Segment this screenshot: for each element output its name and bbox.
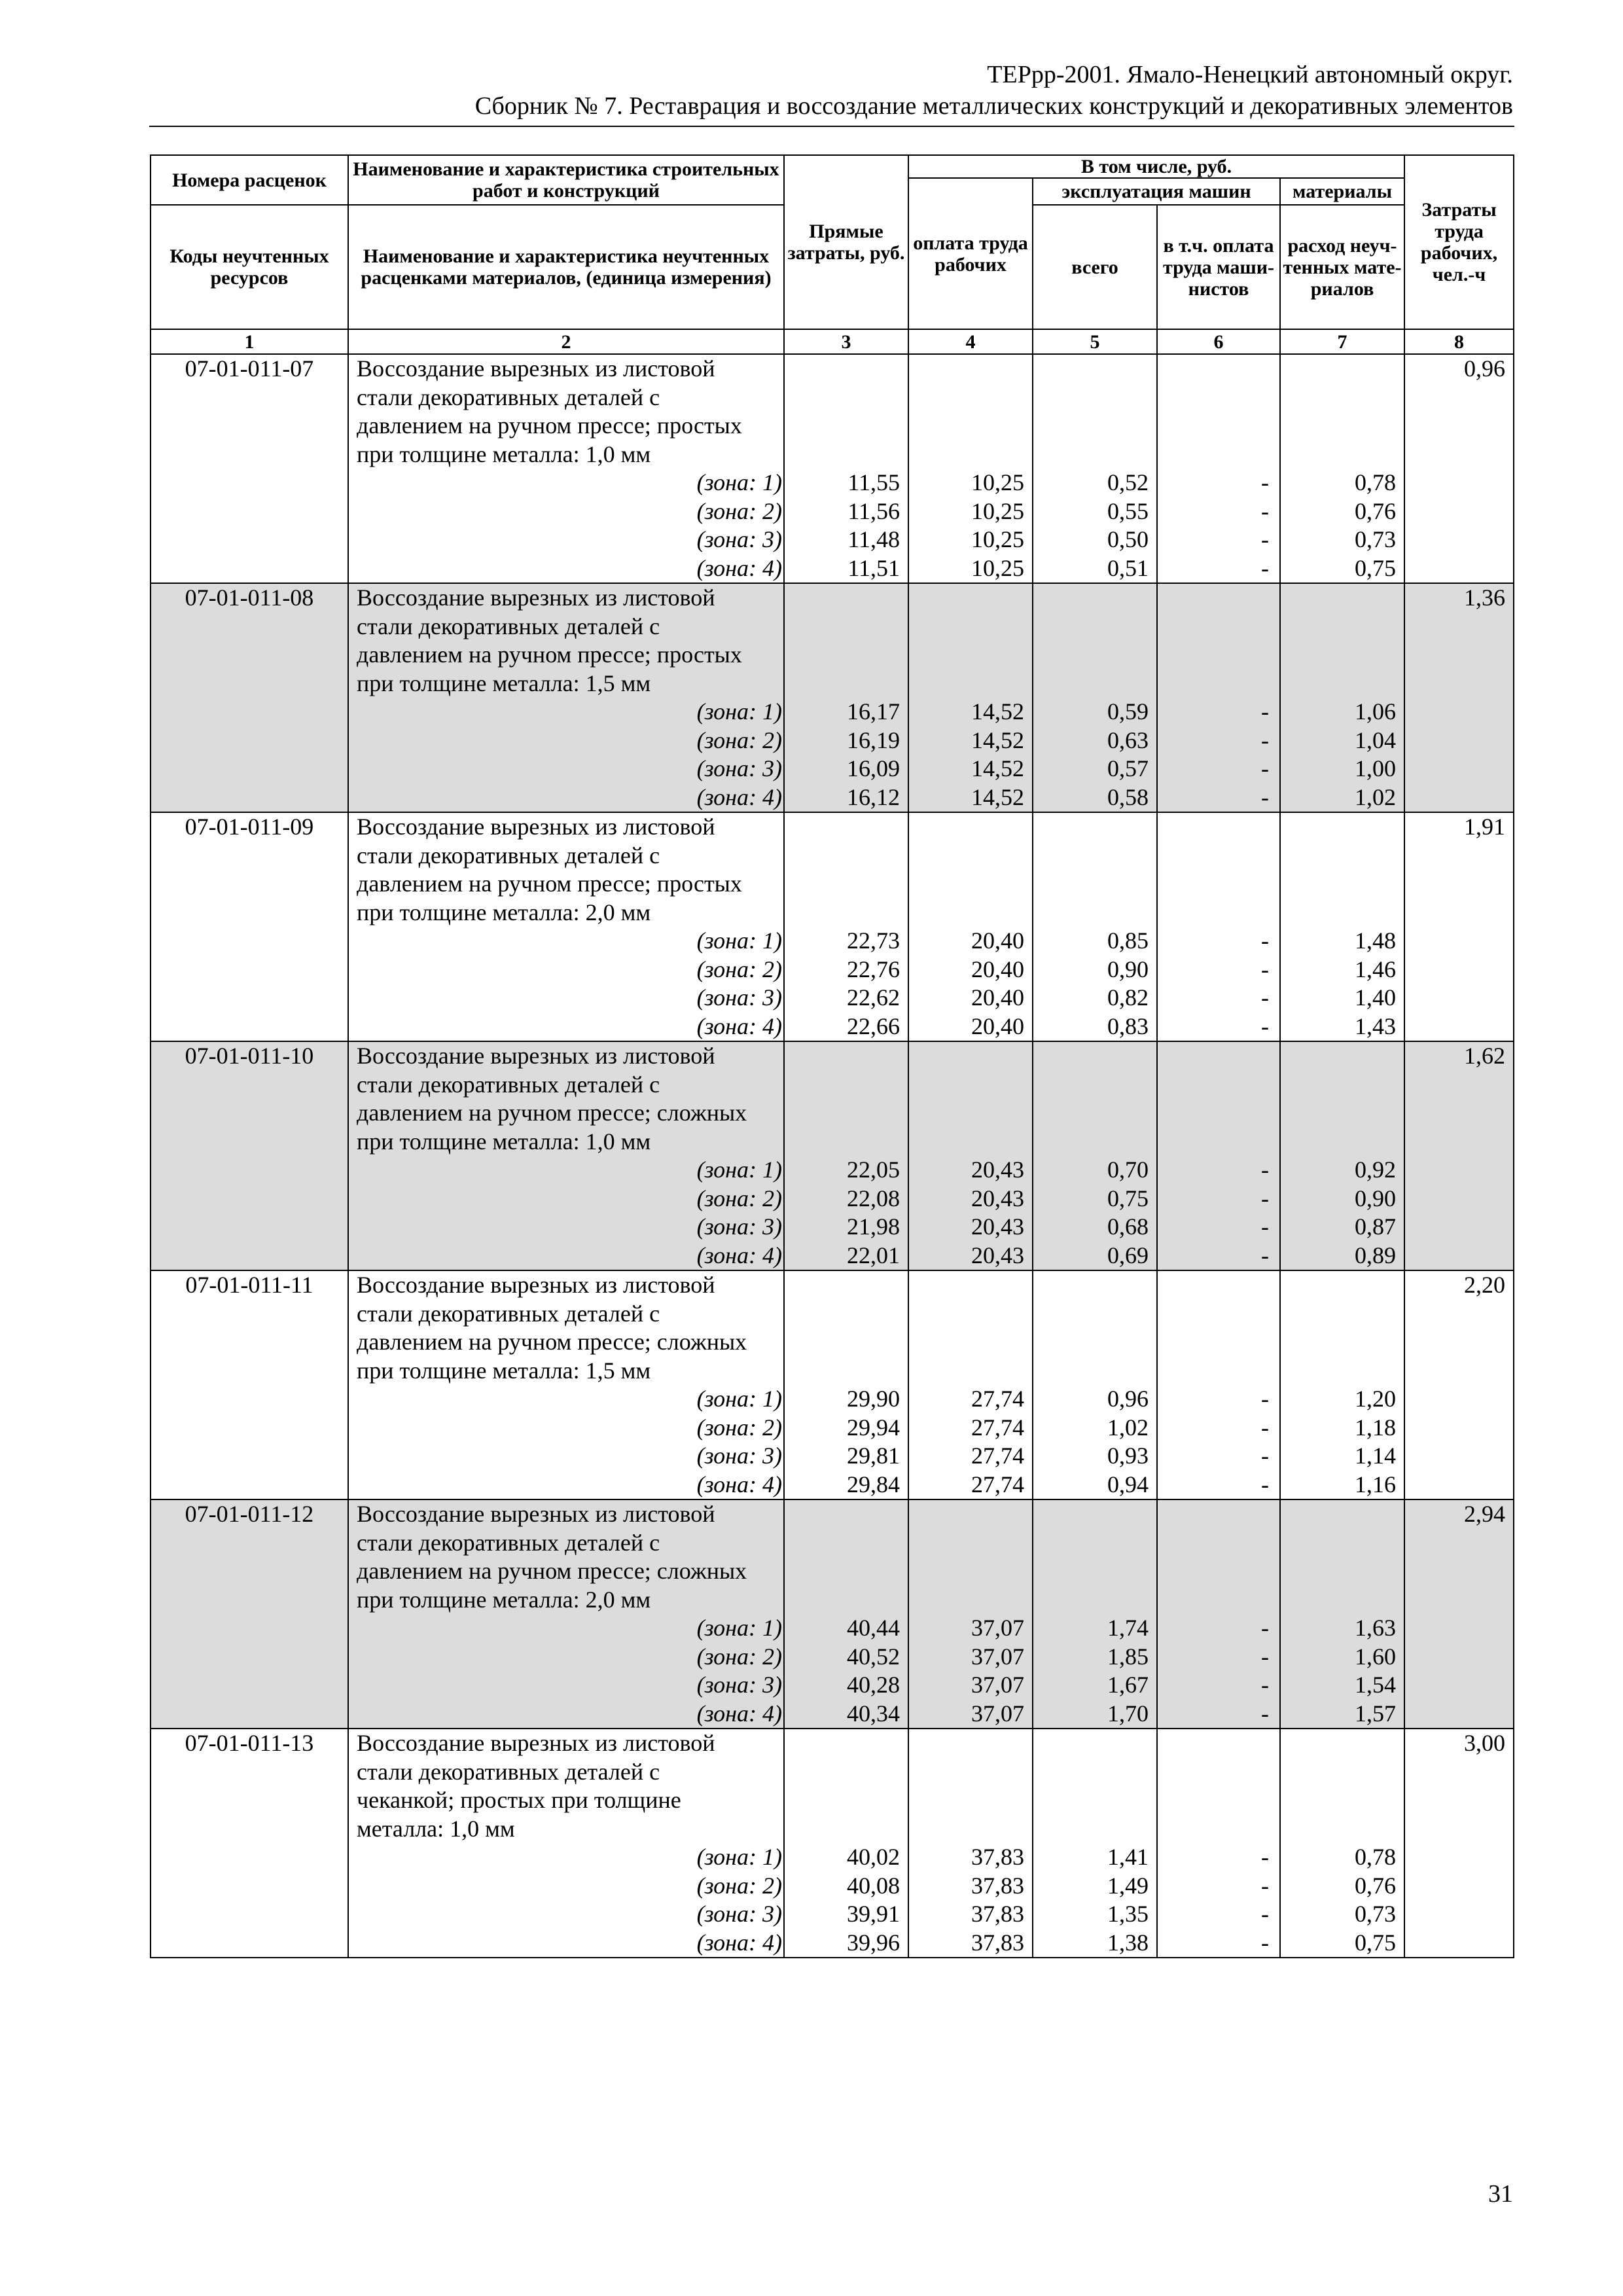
zone-label: (зона: 1) — [696, 1386, 782, 1412]
work-description-line: Воссоздание вырезных из листовой — [357, 1272, 715, 1298]
materials-value: 1,02 — [1355, 783, 1397, 810]
machines-value: 0,94 — [1107, 1471, 1149, 1498]
machines-value: 1,38 — [1107, 1929, 1149, 1956]
wage-value: 10,25 — [971, 554, 1024, 581]
rate-code: 07-01-011-08 — [185, 584, 314, 611]
operator-wage-value: - — [1261, 783, 1269, 810]
materials-value: 1,48 — [1355, 927, 1397, 954]
wage-value: 14,52 — [971, 726, 1024, 753]
page-header — [149, 59, 1513, 122]
machines-value: 0,83 — [1107, 1013, 1149, 1039]
materials-value: 0,89 — [1355, 1242, 1397, 1268]
zone-label: (зона: 1) — [696, 1157, 782, 1183]
materials-value: 0,78 — [1355, 1844, 1397, 1870]
operator-wage-value: - — [1261, 1386, 1269, 1412]
header-rule — [149, 126, 1514, 127]
column-number: 2 — [348, 329, 784, 354]
zone-label: (зона: 3) — [696, 1901, 782, 1927]
materials-value: 1,43 — [1355, 1013, 1397, 1039]
wage-value: 20,40 — [971, 956, 1024, 982]
work-description-line: давлением на ручном прессе; простых — [357, 870, 742, 897]
work-description-line: стали декоративных деталей с — [357, 1071, 660, 1098]
header-material-name: Наименование и характеристика неучтенных расценками материалов, (единица измерения) — [348, 205, 784, 329]
wage-value: 20,43 — [971, 1157, 1024, 1183]
direct-cost-value: 21,98 — [847, 1213, 900, 1240]
labor-cost-value: 0,96 — [1464, 355, 1506, 382]
work-description-line: стали декоративных деталей с — [357, 1300, 660, 1327]
column-number: 3 — [784, 329, 908, 354]
work-description-line: давлением на ручном прессе; простых — [357, 412, 742, 439]
operator-wage-value: - — [1261, 1615, 1269, 1641]
header-materials: материалы — [1280, 178, 1404, 205]
wage-value: 37,83 — [971, 1901, 1024, 1927]
work-description-line: Воссоздание вырезных из листовой — [357, 1043, 715, 1069]
direct-cost-value: 29,94 — [847, 1414, 900, 1441]
zone-label: (зона: 3) — [696, 1213, 782, 1240]
direct-cost-value: 16,12 — [847, 783, 900, 810]
operator-wage-value: - — [1261, 726, 1269, 753]
rate-code: 07-01-011-11 — [185, 1272, 313, 1298]
machines-value: 0,68 — [1107, 1213, 1149, 1240]
materials-value: 0,76 — [1355, 497, 1397, 524]
work-description-line: давлением на ручном прессе; сложных — [357, 1329, 747, 1355]
machines-value: 0,51 — [1107, 554, 1149, 581]
wage-value: 27,74 — [971, 1386, 1024, 1412]
direct-cost-value: 22,01 — [847, 1242, 900, 1268]
operator-wage-value: - — [1261, 1872, 1269, 1899]
direct-cost-value: 11,51 — [847, 554, 900, 581]
labor-cost-value: 2,20 — [1464, 1272, 1506, 1298]
materials-value: 0,73 — [1355, 526, 1397, 552]
operator-wage-value: - — [1261, 469, 1269, 495]
wage-value: 37,07 — [971, 1643, 1024, 1670]
work-description-line: давлением на ручном прессе; простых — [357, 641, 742, 668]
operator-wage-value: - — [1261, 1443, 1269, 1469]
wage-value: 20,40 — [971, 927, 1024, 954]
materials-value: 0,75 — [1355, 554, 1397, 581]
machines-value: 1,74 — [1107, 1615, 1149, 1641]
column-number: 6 — [1157, 329, 1280, 354]
direct-cost-value: 39,91 — [847, 1901, 900, 1927]
zone-label: (зона: 1) — [696, 927, 782, 954]
work-description-line: стали декоративных деталей с — [357, 1758, 660, 1785]
wage-value: 20,43 — [971, 1213, 1024, 1240]
zone-label: (зона: 1) — [696, 698, 782, 725]
operator-wage-value: - — [1261, 1414, 1269, 1441]
machines-value: 0,82 — [1107, 984, 1149, 1011]
labor-cost-value: 1,91 — [1464, 814, 1506, 840]
labor-cost-value: 1,62 — [1464, 1043, 1506, 1069]
operator-wage-value: - — [1261, 526, 1269, 552]
direct-cost-value: 22,76 — [847, 956, 900, 982]
wage-value: 20,40 — [971, 1013, 1024, 1039]
direct-cost-value: 40,44 — [847, 1615, 900, 1641]
operator-wage-value: - — [1261, 1157, 1269, 1183]
rate-code: 07-01-011-09 — [185, 814, 314, 840]
labor-cost-value: 2,94 — [1464, 1501, 1506, 1527]
zone-label: (зона: 1) — [696, 1615, 782, 1641]
operator-wage-value: - — [1261, 1213, 1269, 1240]
zone-label: (зона: 2) — [696, 497, 782, 524]
wage-value: 20,43 — [971, 1185, 1024, 1211]
table-row — [151, 1270, 1514, 1499]
machines-value: 0,52 — [1107, 469, 1149, 495]
work-description-line: при толщине металла: 2,0 мм — [357, 1586, 651, 1613]
operator-wage-value: - — [1261, 1013, 1269, 1039]
zone-label: (зона: 2) — [696, 956, 782, 982]
direct-cost-value: 16,09 — [847, 755, 900, 781]
zone-label: (зона: 2) — [696, 1185, 782, 1211]
direct-cost-value: 39,96 — [847, 1929, 900, 1956]
machines-value: 0,50 — [1107, 526, 1149, 552]
materials-value: 0,87 — [1355, 1213, 1397, 1240]
materials-value: 1,54 — [1355, 1672, 1397, 1698]
work-description-line: давлением на ручном прессе; сложных — [357, 1100, 747, 1126]
wage-value: 20,43 — [971, 1242, 1024, 1268]
rate-code: 07-01-011-10 — [185, 1043, 314, 1069]
work-description-line: Воссоздание вырезных из листовой — [357, 355, 715, 382]
zone-label: (зона: 1) — [696, 1844, 782, 1870]
work-description-line: Воссоздание вырезных из листовой — [357, 814, 715, 840]
wage-value: 37,83 — [971, 1929, 1024, 1956]
zone-label: (зона: 3) — [696, 526, 782, 552]
direct-cost-value: 22,66 — [847, 1013, 900, 1039]
direct-cost-value: 11,48 — [847, 526, 900, 552]
materials-value: 1,16 — [1355, 1471, 1397, 1498]
zone-label: (зона: 4) — [696, 1929, 782, 1956]
machines-value: 0,57 — [1107, 755, 1149, 781]
work-description-line: стали декоративных деталей с — [357, 613, 660, 639]
wage-value: 37,83 — [971, 1844, 1024, 1870]
wage-value: 27,74 — [971, 1471, 1024, 1498]
operator-wage-value: - — [1261, 698, 1269, 725]
zone-label: (зона: 4) — [696, 1471, 782, 1498]
operator-wage-value: - — [1261, 1471, 1269, 1498]
zone-label: (зона: 4) — [696, 783, 782, 810]
machines-value: 0,85 — [1107, 927, 1149, 954]
operator-wage-value: - — [1261, 984, 1269, 1011]
work-description-line: при толщине металла: 1,5 мм — [357, 670, 651, 696]
machines-value: 0,70 — [1107, 1157, 1149, 1183]
materials-value: 1,57 — [1355, 1700, 1397, 1727]
table-row — [151, 354, 1514, 583]
machines-value: 1,49 — [1107, 1872, 1149, 1899]
materials-value: 1,14 — [1355, 1443, 1397, 1469]
rate-code: 07-01-011-13 — [185, 1730, 314, 1756]
materials-value: 0,76 — [1355, 1872, 1397, 1899]
materials-value: 1,20 — [1355, 1386, 1397, 1412]
page-number: 31 — [1488, 2180, 1513, 2208]
direct-cost-value: 40,02 — [847, 1844, 900, 1870]
operator-wage-value: - — [1261, 1901, 1269, 1927]
operator-wage-value: - — [1261, 1844, 1269, 1870]
machines-value: 0,59 — [1107, 698, 1149, 725]
direct-cost-value: 40,28 — [847, 1672, 900, 1698]
wage-value: 10,25 — [971, 497, 1024, 524]
machines-value: 0,69 — [1107, 1242, 1149, 1268]
operator-wage-value: - — [1261, 497, 1269, 524]
direct-cost-value: 11,55 — [847, 469, 900, 495]
header-resource-codes: Коды неучтенных ресурсов — [151, 205, 348, 329]
zone-label: (зона: 4) — [696, 1700, 782, 1727]
zone-label: (зона: 4) — [696, 1242, 782, 1268]
column-number: 7 — [1280, 329, 1404, 354]
materials-value: 1,63 — [1355, 1615, 1397, 1641]
zone-label: (зона: 3) — [696, 1443, 782, 1469]
header-rate-numbers: Номера расценок — [151, 155, 348, 205]
materials-value: 1,00 — [1355, 755, 1397, 781]
direct-cost-value: 22,73 — [847, 927, 900, 954]
price-table — [150, 154, 1514, 1958]
table-row — [151, 1729, 1514, 1958]
column-numbers-row — [151, 329, 1514, 354]
operator-wage-value: - — [1261, 1242, 1269, 1268]
direct-cost-value: 29,81 — [847, 1443, 900, 1469]
header-including: В том числе, руб. — [908, 155, 1404, 178]
header-direct-costs: Прямые затраты, руб. — [784, 155, 908, 329]
zone-label: (зона: 2) — [696, 1643, 782, 1670]
table-row — [151, 812, 1514, 1041]
labor-cost-value: 1,36 — [1464, 584, 1506, 611]
header-machines: эксплуатация машин — [1033, 178, 1280, 205]
materials-value: 0,75 — [1355, 1929, 1397, 1956]
direct-cost-value: 29,84 — [847, 1471, 900, 1498]
rate-code: 07-01-011-12 — [185, 1501, 314, 1527]
wage-value: 10,25 — [971, 469, 1024, 495]
zone-label: (зона: 4) — [696, 1013, 782, 1039]
work-description-line: при толщине металла: 1,5 мм — [357, 1357, 651, 1384]
materials-value: 1,06 — [1355, 698, 1397, 725]
direct-cost-value: 29,90 — [847, 1386, 900, 1412]
operator-wage-value: - — [1261, 956, 1269, 982]
work-description-line: при толщине металла: 1,0 мм — [357, 1128, 651, 1155]
header-work-name: Наименование и характеристика строительных работ и конструкций — [348, 155, 784, 205]
materials-value: 0,92 — [1355, 1157, 1397, 1183]
work-description-line: стали декоративных деталей с — [357, 842, 660, 869]
work-description-line: давлением на ручном прессе; сложных — [357, 1558, 747, 1584]
work-description-line: Воссоздание вырезных из листовой — [357, 584, 715, 611]
direct-cost-value: 16,17 — [847, 698, 900, 725]
header-wages: оплата труда рабочих — [908, 178, 1033, 329]
zone-label: (зона: 4) — [696, 554, 782, 581]
direct-cost-value: 22,62 — [847, 984, 900, 1011]
wage-value: 37,07 — [971, 1700, 1024, 1727]
wage-value: 37,07 — [971, 1615, 1024, 1641]
direct-cost-value: 40,52 — [847, 1643, 900, 1670]
zone-label: (зона: 3) — [696, 755, 782, 781]
materials-value: 0,78 — [1355, 469, 1397, 495]
machines-value: 1,35 — [1107, 1901, 1149, 1927]
labor-cost-value: 3,00 — [1464, 1730, 1506, 1756]
direct-cost-value: 22,08 — [847, 1185, 900, 1211]
work-description-line: металла: 1,0 мм — [357, 1815, 515, 1842]
wage-value: 27,74 — [971, 1443, 1024, 1469]
header-operator-wages: в т.ч. оплата труда маши-нистов — [1157, 205, 1280, 329]
machines-value: 0,55 — [1107, 497, 1149, 524]
wage-value: 37,07 — [971, 1672, 1024, 1698]
materials-value: 1,60 — [1355, 1643, 1397, 1670]
machines-value: 0,58 — [1107, 783, 1149, 810]
column-number: 1 — [151, 329, 348, 354]
table-row — [151, 583, 1514, 812]
machines-value: 0,75 — [1107, 1185, 1149, 1211]
zone-label: (зона: 3) — [696, 1672, 782, 1698]
direct-cost-value: 22,05 — [847, 1157, 900, 1183]
zone-label: (зона: 1) — [696, 469, 782, 495]
wage-value: 27,74 — [971, 1414, 1024, 1441]
operator-wage-value: - — [1261, 1929, 1269, 1956]
work-description-line: Воссоздание вырезных из листовой — [357, 1501, 715, 1527]
direct-cost-value: 40,34 — [847, 1700, 900, 1727]
rate-code: 07-01-011-07 — [185, 355, 314, 382]
machines-value: 1,70 — [1107, 1700, 1149, 1727]
materials-value: 1,40 — [1355, 984, 1397, 1011]
work-description-line: чеканкой; простых при толщине — [357, 1787, 681, 1813]
wage-value: 14,52 — [971, 698, 1024, 725]
operator-wage-value: - — [1261, 1643, 1269, 1670]
operator-wage-value: - — [1261, 755, 1269, 781]
operator-wage-value: - — [1261, 1672, 1269, 1698]
wage-value: 10,25 — [971, 526, 1024, 552]
column-number: 5 — [1033, 329, 1157, 354]
operator-wage-value: - — [1261, 1185, 1269, 1211]
zone-label: (зона: 2) — [696, 1414, 782, 1441]
zone-label: (зона: 2) — [696, 726, 782, 753]
machines-value: 0,93 — [1107, 1443, 1149, 1469]
direct-cost-value: 11,56 — [847, 497, 900, 524]
wage-value: 37,83 — [971, 1872, 1024, 1899]
machines-value: 0,90 — [1107, 956, 1149, 982]
zone-label: (зона: 2) — [696, 1872, 782, 1899]
machines-value: 1,67 — [1107, 1672, 1149, 1698]
table-row — [151, 1041, 1514, 1270]
wage-value: 20,40 — [971, 984, 1024, 1011]
machines-value: 1,85 — [1107, 1643, 1149, 1670]
work-description-line: при толщине металла: 2,0 мм — [357, 899, 651, 925]
header-material-usage: расход неуч-тенных мате-риалов — [1280, 205, 1404, 329]
machines-value: 1,41 — [1107, 1844, 1149, 1870]
machines-value: 0,96 — [1107, 1386, 1149, 1412]
header-machines-total: всего — [1033, 205, 1157, 329]
operator-wage-value: - — [1261, 1700, 1269, 1727]
direct-cost-value: 40,08 — [847, 1872, 900, 1899]
header-labor-costs: Затраты труда рабочих, чел.-ч — [1404, 155, 1514, 329]
column-number: 8 — [1404, 329, 1514, 354]
materials-value: 1,46 — [1355, 956, 1397, 982]
work-description-line: Воссоздание вырезных из листовой — [357, 1730, 715, 1756]
machines-value: 0,63 — [1107, 726, 1149, 753]
operator-wage-value: - — [1261, 554, 1269, 581]
zone-label: (зона: 3) — [696, 984, 782, 1011]
work-description-line: стали декоративных деталей с — [357, 1529, 660, 1556]
table-body — [151, 354, 1514, 1958]
materials-value: 0,73 — [1355, 1901, 1397, 1927]
table-header — [151, 155, 1514, 354]
operator-wage-value: - — [1261, 927, 1269, 954]
table-row — [151, 1499, 1514, 1729]
direct-cost-value: 16,19 — [847, 726, 900, 753]
wage-value: 14,52 — [971, 783, 1024, 810]
header-line-1: ТЕРрр-2001. Ямало-Ненецкий автономный округ. — [987, 61, 1513, 88]
header-line-2: Сборник № 7. Реставрация и воссоздание металлических конструкций и декоративных элементов — [474, 92, 1513, 120]
column-number: 4 — [908, 329, 1033, 354]
machines-value: 1,02 — [1107, 1414, 1149, 1441]
work-description-line: при толщине металла: 1,0 мм — [357, 440, 651, 467]
work-description-line: стали декоративных деталей с — [357, 384, 660, 410]
materials-value: 0,90 — [1355, 1185, 1397, 1211]
materials-value: 1,04 — [1355, 726, 1397, 753]
wage-value: 14,52 — [971, 755, 1024, 781]
materials-value: 1,18 — [1355, 1414, 1397, 1441]
